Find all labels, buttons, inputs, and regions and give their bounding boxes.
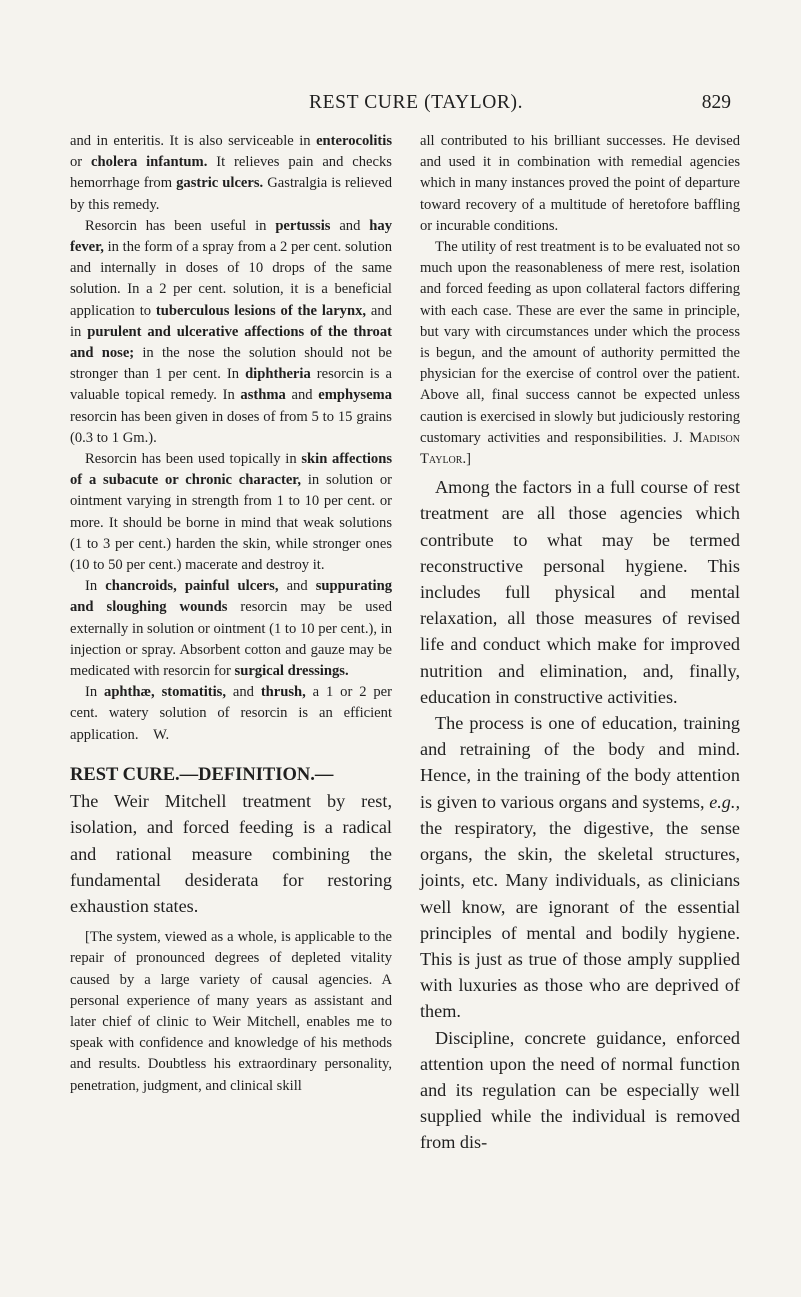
text: Resorcin has been useful in [85, 217, 276, 234]
author-signature: W. [153, 726, 170, 743]
text: The utility of rest treatment is to be evaluated not so much upon the reasonableness of mere rest, isolation and forced feeding as upon collateral factors differing with each case. These are ever the same in principle, but vary with circumstances under which the process is begun, and the amount of authority permitted the physician for the exercise of control over the patient. Above all, final success cannot be expected unless caution is exercised in slowly but judiciously restoring customary activities and responsibilities. [420, 239, 740, 446]
text: resorcin may be used externally in solution or ointment (1 to 10 per cent.), in injection or spray. Absorbent cotton and gauze may be medicated with resorcin for [70, 599, 392, 680]
text: In [85, 684, 105, 701]
text: Gastralgia is relieved by this remedy. [70, 175, 392, 213]
right-column [420, 131, 740, 1156]
italic-abbrev: e.g., [709, 791, 740, 812]
bold-term: thrush, [260, 684, 306, 701]
bold-term: gastric ulcers. [176, 175, 264, 192]
paragraph-chancroids [70, 576, 392, 682]
bold-term: chancroids, painful ulcers, [105, 578, 279, 595]
text: a 1 or 2 per cent. watery solution of resorcin is an efficient application. [70, 684, 392, 743]
author-name: J. Madison Taylor. [420, 429, 740, 468]
bold-term: pertussis [275, 217, 331, 234]
text: in the form of a spray from a 2 per cent. solution and internally in doses of 10 drops of the same solution. In a 2 per cent. solution, it is a beneficial application to [70, 239, 392, 319]
page-number: 829 [701, 92, 731, 113]
bold-term: enterocolitis [316, 133, 392, 149]
text: and [278, 578, 316, 595]
page-header [0, 92, 801, 116]
bold-term: diphtheria [245, 366, 311, 383]
running-title: REST CURE (TAYLOR). [309, 92, 524, 113]
text: or [70, 154, 92, 171]
text: In [85, 578, 106, 595]
definition-text: The Weir Mitchell treatment by rest, isolation, and forced feeding is a radical and rational measure combining the fundamental desiderata for restoring exhaustion states. [70, 791, 392, 916]
paragraph-utility [420, 237, 740, 470]
bold-term: tuberculous lesions of the larynx, [155, 302, 367, 319]
bold-term: asthma [240, 387, 286, 404]
text: the respiratory, the digestive, the sense organs, the skin, the skeletal structures, joints, etc. Many individuals, as clinicians well know, are ignorant of the essential principles of mental and bodily hygiene. This is just as true of those amply supplied with luxuries as those who are deprived of them. [420, 817, 740, 1022]
text: and in enteritis. It is also serviceable in [70, 133, 317, 149]
paragraph-enteritis [70, 131, 392, 216]
paragraph-weir-mitchell: [The system, viewed as a whole, is applicable to the repair of pronounced degrees of depleted vitality caused by a large variety of causal agencies. A personal experience of many years as assistant and later chief of clinic to Weir Mitchell, enables me to speak with confidence and knowledge of his methods and results. Doubtless his extraordinary personality, penetration, judgment, and clinical skill [70, 929, 392, 1094]
left-column [70, 131, 392, 1097]
text: It relieves pain and checks hemorrhage from [70, 154, 392, 192]
bold-term: aphthæ, stomatitis, [104, 684, 227, 701]
section-heading: REST CURE.—DEFINITION.— [70, 764, 334, 785]
paragraph-pertussis [70, 216, 392, 449]
bold-term: cholera infantum. [91, 154, 208, 171]
paragraph-successes: all contributed to his brilliant successes. He devised and used it in combination with remedial agencies which in many instances proved the point of departure toward recovery of a multitude of heretofore baffling or incurable conditions. [420, 133, 740, 234]
paragraph-discipline: Discipline, concrete guidance, enforced attention upon the need of normal function and its regulation can be especially well supplied while the individual is removed from dis- [420, 1027, 740, 1153]
paragraph-skin-affections [70, 449, 392, 576]
text: and in [70, 302, 392, 340]
bracket-close: ] [466, 451, 471, 468]
text: resorcin has been given in doses of from 5 to 15 grains (0.3 to 1 Gm.). [70, 408, 392, 446]
bold-term: surgical dressings. [234, 663, 349, 680]
bold-term: hay fever, [70, 217, 393, 256]
text: in solution or ointment varying in strength from 1 to 10 per cent. or more. It should be borne in mind that weak solutions (1 to 3 per cent.) harden the skin, while stronger ones (10 to 50 per cent.) macerate and destroy it. [70, 472, 392, 574]
rest-cure-entry [70, 761, 392, 919]
text: resorcin is a valuable topical remedy. In [70, 366, 392, 404]
bold-term: skin affections of a subacute or chronic character, [70, 451, 393, 489]
text: in the nose the solution should not be stronger than 1 per cent. In [70, 345, 392, 383]
paragraph-among-factors: Among the factors in a full course of rest treatment are all those agencies which contribute to what may be termed reconstructive personal hygiene. This includes full physical and mental relaxation, all those measures of revised life and conduct which make for improved nutrition and elimination, and, finally, education in constructive activities. [420, 477, 740, 707]
text: and [330, 217, 370, 234]
text: Resorcin has been used topically in [85, 451, 302, 468]
bold-term: purulent and ulcerative affections of the throat and nose; [70, 323, 392, 362]
bold-term: suppurating and sloughing wounds [70, 578, 392, 616]
text: The process is one of education, training and retraining of the body and mind. Hence, in the training of the body attention is given to various organs and systems, [420, 713, 740, 812]
paragraph-process [420, 710, 740, 1024]
text: and [226, 684, 261, 701]
bold-term: emphysema [318, 387, 393, 404]
text: and [285, 387, 319, 404]
paragraph-aphthae [70, 682, 392, 746]
